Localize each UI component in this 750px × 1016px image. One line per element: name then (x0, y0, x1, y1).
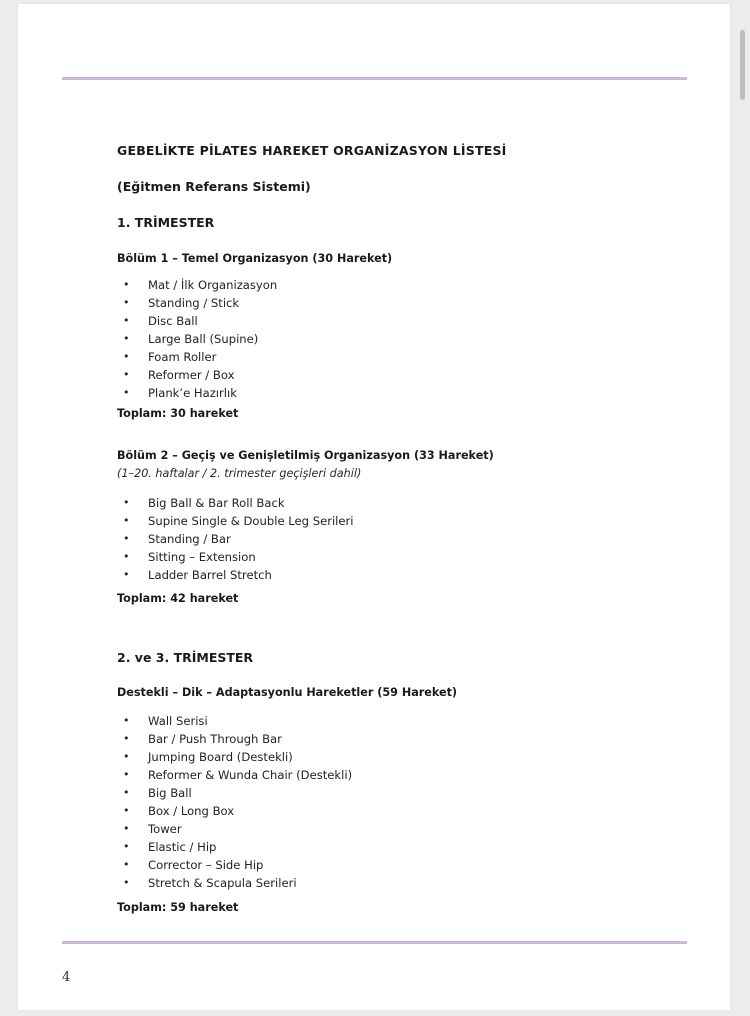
list-item (117, 732, 282, 746)
bullet-icon: • (123, 386, 130, 399)
bullet-icon: • (123, 732, 130, 745)
bullet-icon: • (123, 858, 130, 871)
list-item (117, 858, 263, 872)
bullet-icon: • (123, 514, 130, 527)
bullet-icon: • (123, 314, 130, 327)
list-item (117, 532, 231, 546)
list-item-label: Reformer & Wunda Chair (Destekli) (148, 768, 353, 782)
part2-title: Bölüm 2 – Geçiş ve Genişletilmiş Organizasyon (33 Hareket) (117, 449, 494, 462)
list-item (117, 386, 237, 400)
part1-title: Bölüm 1 – Temel Organizasyon (30 Hareket) (117, 252, 393, 265)
bullet-icon: • (123, 568, 130, 581)
bullet-icon: • (123, 550, 130, 563)
list-item (117, 568, 272, 582)
bullet-icon: • (123, 296, 130, 309)
list-item-label: Foam Roller (148, 350, 217, 364)
bullet-icon: • (123, 278, 130, 291)
list-item (117, 278, 277, 292)
document-page (18, 4, 730, 1010)
trimester23-total: Toplam: 59 hareket (117, 901, 239, 914)
list-item-label: Large Ball (Supine) (148, 332, 259, 346)
part1-total: Toplam: 30 hareket (117, 407, 239, 420)
bullet-icon: • (123, 876, 130, 889)
document-subtitle: (Eğitmen Referans Sistemi) (117, 179, 311, 194)
list-item (117, 822, 182, 836)
list-item-label: Big Ball & Bar Roll Back (148, 496, 285, 510)
list-item-label: Corrector – Side Hip (148, 858, 264, 872)
list-item-label: Sitting – Extension (148, 550, 256, 564)
list-item-label: Bar / Push Through Bar (148, 732, 282, 746)
list-item-label: Wall Serisi (148, 714, 208, 728)
list-item (117, 332, 258, 346)
section-heading-trimester-2-3: 2. ve 3. TRİMESTER (117, 650, 254, 665)
list-item (117, 514, 354, 528)
bullet-icon: • (123, 822, 130, 835)
list-item (117, 368, 234, 382)
bullet-icon: • (123, 496, 130, 509)
list-item (117, 786, 192, 800)
list-item (117, 714, 208, 728)
list-item (117, 550, 256, 564)
list-item-label: Stretch & Scapula Serileri (148, 876, 297, 890)
list-item (117, 496, 285, 510)
list-item (117, 314, 198, 328)
part2-total: Toplam: 42 hareket (117, 592, 239, 605)
bullet-icon: • (123, 804, 130, 817)
bullet-icon: • (123, 532, 130, 545)
bottom-divider (62, 941, 687, 944)
list-item (117, 876, 297, 890)
top-divider (62, 77, 687, 80)
list-item-label: Ladder Barrel Stretch (148, 568, 272, 582)
list-item-label: Standing / Bar (148, 532, 231, 546)
list-item (117, 768, 352, 782)
list-item (117, 804, 234, 818)
list-item-label: Mat / İlk Organizasyon (148, 278, 278, 292)
list-item-label: Big Ball (148, 786, 192, 800)
bullet-icon: • (123, 332, 130, 345)
bullet-icon: • (123, 350, 130, 363)
document-title: GEBELİKTE PİLATES HAREKET ORGANİZASYON LİSTESİ (117, 143, 507, 158)
bullet-icon: • (123, 750, 130, 763)
vertical-scrollbar[interactable] (740, 30, 745, 100)
list-item-label: Supine Single & Double Leg Serileri (148, 514, 354, 528)
bullet-icon: • (123, 840, 130, 853)
part2-note: (1–20. haftalar / 2. trimester geçişleri dahil) (117, 467, 362, 480)
bullet-icon: • (123, 714, 130, 727)
list-item (117, 750, 293, 764)
list-item-label: Reformer / Box (148, 368, 235, 382)
list-item-label: Jumping Board (Destekli) (148, 750, 293, 764)
list-item-label: Box / Long Box (148, 804, 235, 818)
trimester23-block-title: Destekli – Dik – Adaptasyonlu Hareketler (59 Hareket) (117, 686, 458, 699)
list-item (117, 350, 216, 364)
section-heading-trimester-1: 1. TRİMESTER (117, 215, 215, 230)
list-item-label: Elastic / Hip (148, 840, 217, 854)
list-item-label: Disc Ball (148, 314, 198, 328)
bullet-icon: • (123, 768, 130, 781)
list-item (117, 296, 239, 310)
bullet-icon: • (123, 786, 130, 799)
page-number: 4 (62, 970, 71, 985)
list-item-label: Standing / Stick (148, 296, 240, 310)
list-item (117, 840, 216, 854)
bullet-icon: • (123, 368, 130, 381)
list-item-label: Plank’e Hazırlık (148, 386, 237, 400)
list-item-label: Tower (148, 822, 182, 836)
